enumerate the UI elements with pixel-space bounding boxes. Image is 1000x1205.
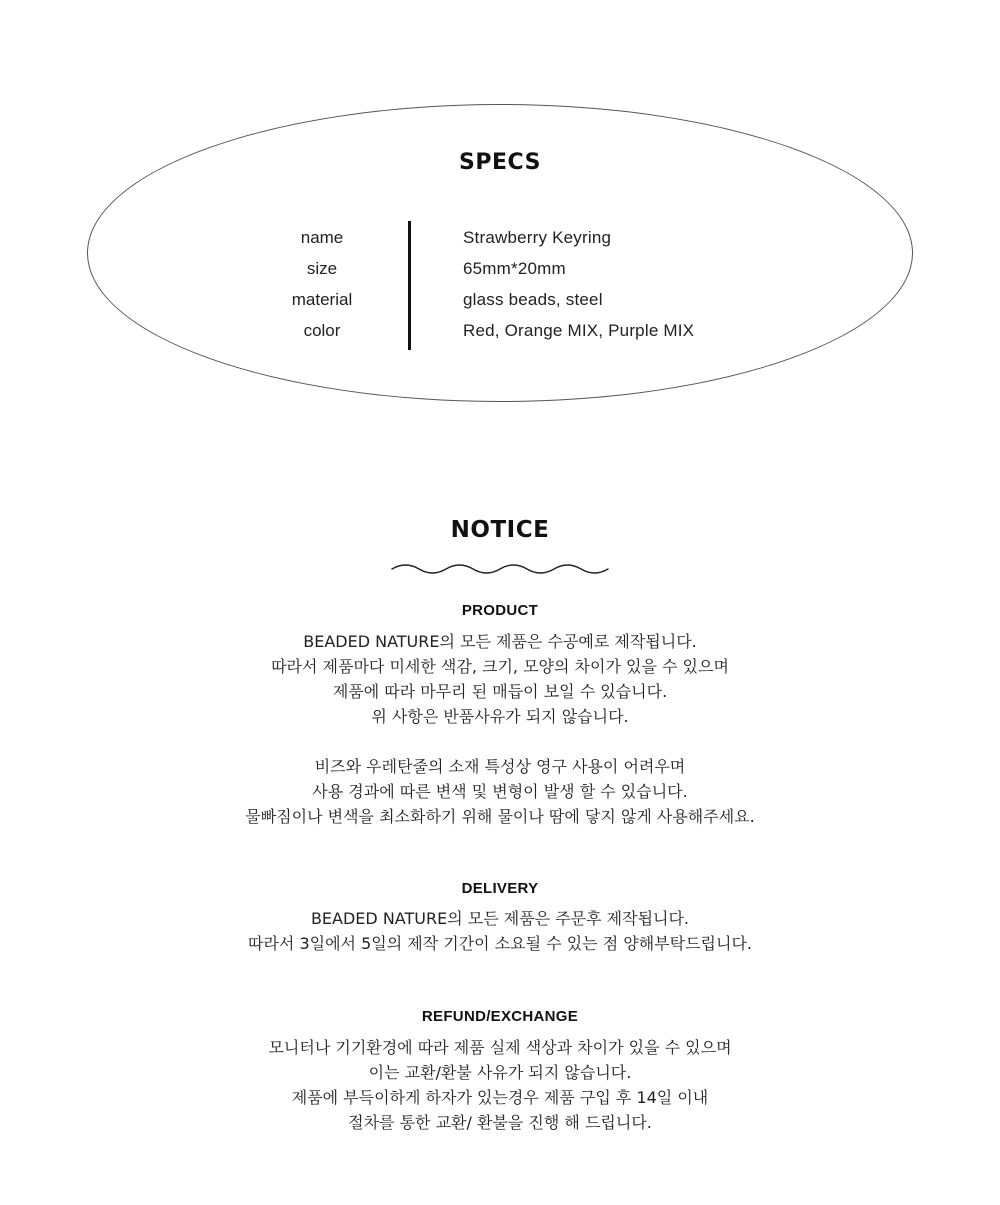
delivery-line: 따라서 3일에서 5일의 제작 기간이 소요될 수 있는 점 양해부탁드립니다. (248, 934, 752, 953)
refund-line: 절차를 통한 교환/ 환불을 진행 해 드립니다. (348, 1113, 652, 1132)
product-heading: PRODUCT (461, 602, 539, 619)
product-line: BEADED NATURE의 모든 제품은 수공예로 제작됩니다. (303, 632, 697, 651)
product-line: 위 사항은 반품사유가 되지 않습니다. (371, 707, 629, 726)
refund-line: 이는 교환/환불 사유가 되지 않습니다. (368, 1063, 632, 1082)
spec-label-name: name (300, 228, 344, 247)
spec-label-material: material (291, 290, 353, 309)
spec-label-color: color (303, 321, 341, 340)
product-line: 따라서 제품마다 미세한 색감, 크기, 모양의 차이가 있을 수 있으며 (271, 657, 729, 676)
product-line: 제품에 따라 마무리 된 매듭이 보일 수 있습니다. (332, 682, 668, 701)
delivery-heading: DELIVERY (461, 880, 539, 897)
spec-value-color: Red, Orange MIX, Purple MIX (463, 321, 695, 340)
refund-line: 모니터나 기기환경에 따라 제품 실제 색상과 차이가 있을 수 있으며 (268, 1038, 732, 1057)
specs-title: SPECS (459, 150, 541, 175)
product-line: 물빠짐이나 변색을 최소화하기 위해 물이나 땀에 닿지 않게 사용해주세요. (245, 807, 755, 826)
spec-label-size: size (306, 259, 338, 278)
wave-divider-icon (390, 561, 610, 577)
delivery-line: BEADED NATURE의 모든 제품은 주문후 제작됩니다. (310, 909, 690, 928)
spec-value-size: 65mm*20mm (463, 259, 566, 278)
spec-value-material: glass beads, steel (463, 290, 603, 309)
product-line: 비즈와 우레탄줄의 소재 특성상 영구 사용이 어려우며 (314, 757, 686, 776)
specs-oval (87, 104, 913, 402)
refund-line: 제품에 부득이하게 하자가 있는경우 제품 구입 후 14일 이내 (291, 1088, 709, 1107)
product-line: 사용 경과에 따른 변색 및 변형이 발생 할 수 있습니다. (312, 782, 688, 801)
specs-divider (408, 221, 411, 350)
spec-value-name: Strawberry Keyring (463, 228, 612, 247)
notice-title: NOTICE (450, 517, 550, 543)
refund-heading: REFUND/EXCHANGE (421, 1008, 579, 1025)
